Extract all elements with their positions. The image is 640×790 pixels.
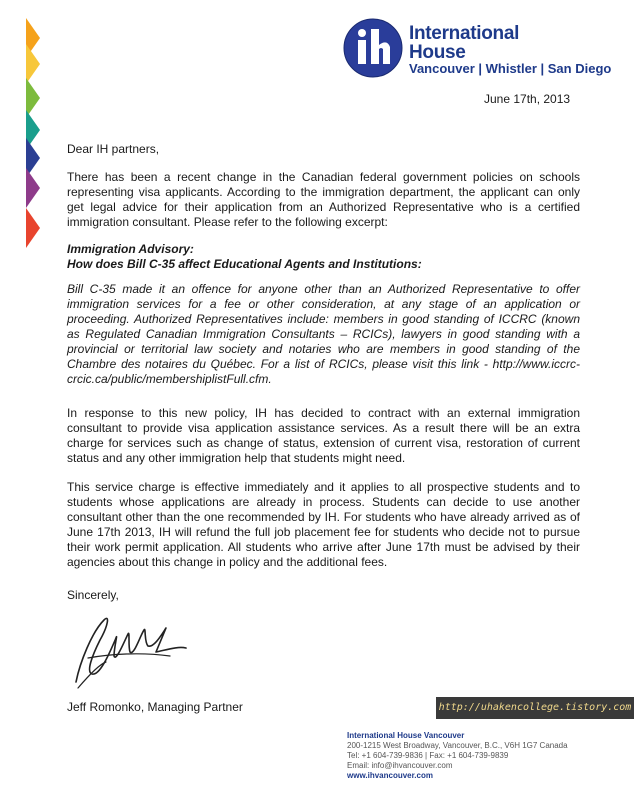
yellow-arrow-shape	[26, 44, 40, 84]
logo-wordmark	[409, 24, 519, 62]
advisory-excerpt: Bill C-35 made it an offence for anyone other than an Authorized Representative to offer immigration services for a fee or other consideration, at any stage of an application or proceeding. Authorized Representatives include: members in good standing of ICCRC (known as Regulated Canadian Immigration Consultants – RCICs), lawyers in good standing with a provincial or territorial law society and notaries who are members in good standing of the Chambre des notaires du Québec. For a list of RCICs, please visit this link - http://www.iccrc-crcic.ca/public/membershiplistFull.cfm.	[67, 282, 580, 386]
international-house-logo	[343, 18, 623, 84]
paragraph-policy-response: In response to this new policy, IH has decided to contract with an external immigration consultant to provide visa application assistance services. As a result there will be an extra charge for services such as change of status, extension of current visa, restoration of current status and any other immigration help that students might need.	[67, 406, 580, 465]
footer-address: 200-1215 West Broadway, Vancouver, B.C., V6H 1G7 Canada	[347, 741, 568, 750]
ih-logo-icon	[343, 18, 403, 78]
paragraph-intro: There has been a recent change in the Canadian federal government policies on schools representing visa applicants. According to the immigration department, the applicant can only get legal advice for their application from an Authorized Representative who is a certified immigration consultant. Please refer to the following excerpt:	[67, 170, 580, 229]
paragraph-service-charge: This service charge is effective immediately and it applies to all prospective students and to students whose applications are already in process. Students can decide to use another consultant other than the one recommended by IH. For students who have already arrived as of June 17th 2013, IH will refund the full job placement fee for students who decide not to pursue their work permit application. All students who arrive after June 17th must be advised by their agencies about this change in policy and the additional fees.	[67, 480, 580, 569]
red-arrow-shape	[26, 208, 40, 248]
logo-brand-line2: House	[409, 42, 466, 63]
logo-cities: Vancouver | Whistler | San Diego	[409, 61, 612, 76]
watermark-url: http://uhakencollege.tistory.com	[436, 697, 634, 719]
footer-phone: Tel: +1 604-739-9836 | Fax: +1 604-739-9839	[347, 751, 509, 760]
footer-org-name: International House Vancouver	[347, 731, 465, 740]
decorative-color-arrows	[26, 18, 46, 258]
salutation: Dear IH partners,	[67, 142, 160, 156]
logo-brand-line1: International	[409, 23, 520, 44]
advisory-title: Immigration Advisory:	[67, 242, 194, 256]
advisory-heading	[67, 242, 580, 272]
footer-website: www.ihvancouver.com	[347, 771, 433, 780]
letter-date: June 17th, 2013	[484, 92, 571, 106]
footer-contact	[347, 731, 568, 781]
purple-arrow-shape	[26, 168, 40, 208]
closing: Sincerely,	[67, 588, 119, 602]
advisory-question: How does Bill C-35 affect Educational Agents and Institutions:	[67, 257, 422, 271]
handwritten-signature	[70, 612, 190, 692]
green-arrow-shape	[26, 78, 40, 118]
footer-email: Email: info@ihvancouver.com	[347, 761, 453, 770]
signer-name: Jeff Romonko, Managing Partner	[67, 700, 243, 714]
